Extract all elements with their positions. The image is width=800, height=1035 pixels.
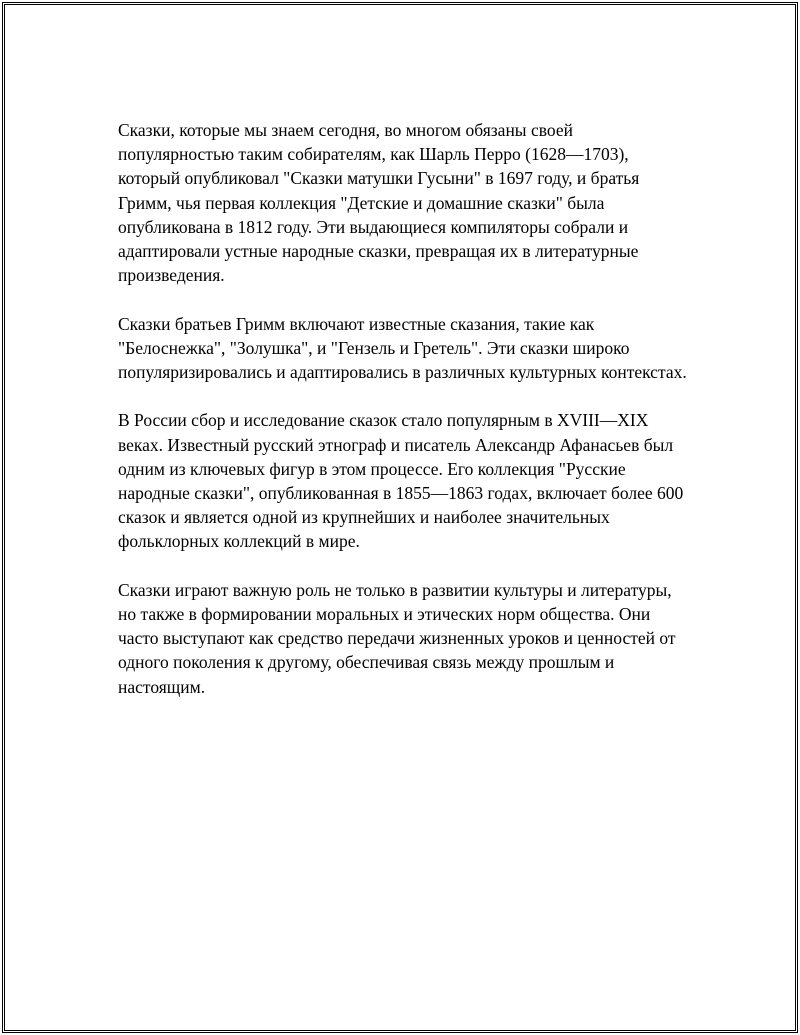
paragraph-perrault-grimm: Сказки, которые мы знаем сегодня, во многом обязаны своей популярностью таким собирателям, как Шарль Перро (1628—1703), который опубликовал "Сказки матушки Гусыни" в 1697 году, и братья Гримм, чья первая коллекция "Детские и домашние сказки" была опубликована в 1812 году. Эти выдающиеся компиляторы собрали и адаптировали устные народные сказки, превращая их в литературные произведения. [118, 120, 640, 286]
document-body [118, 118, 693, 723]
paragraph-role-of-tales: Сказки играют важную роль не только в развитии культуры и литературы, но также в формировании моральных и этических норм общества. Они часто выступают как средство передачи жизненных уроков и ценностей от одного поколения к другому, обеспечивая связь между прошлым и настоящим. [118, 579, 676, 697]
paragraph-russia-afanasyev: В России сбор и исследование сказок стало популярным в XVIII—XIX веках. Известный русский этнограф и писатель Александр Афанасьев был одним из ключевых фигур в этом процессе. Его коллекция "Русские народные сказки", опубликованная в 1855—1863 годах, включает более 600 сказок и является одной из крупнейших и наиболее значительных фольклорных коллекций в мире. [118, 410, 684, 552]
paragraph-grimm-tales: Сказки братьев Гримм включают известные сказания, такие как "Белоснежка", "Золушка", и "Гензель и Гретель". Эти сказки широко популяризировались и адаптировались в различных культурных контекстах. [118, 313, 687, 383]
